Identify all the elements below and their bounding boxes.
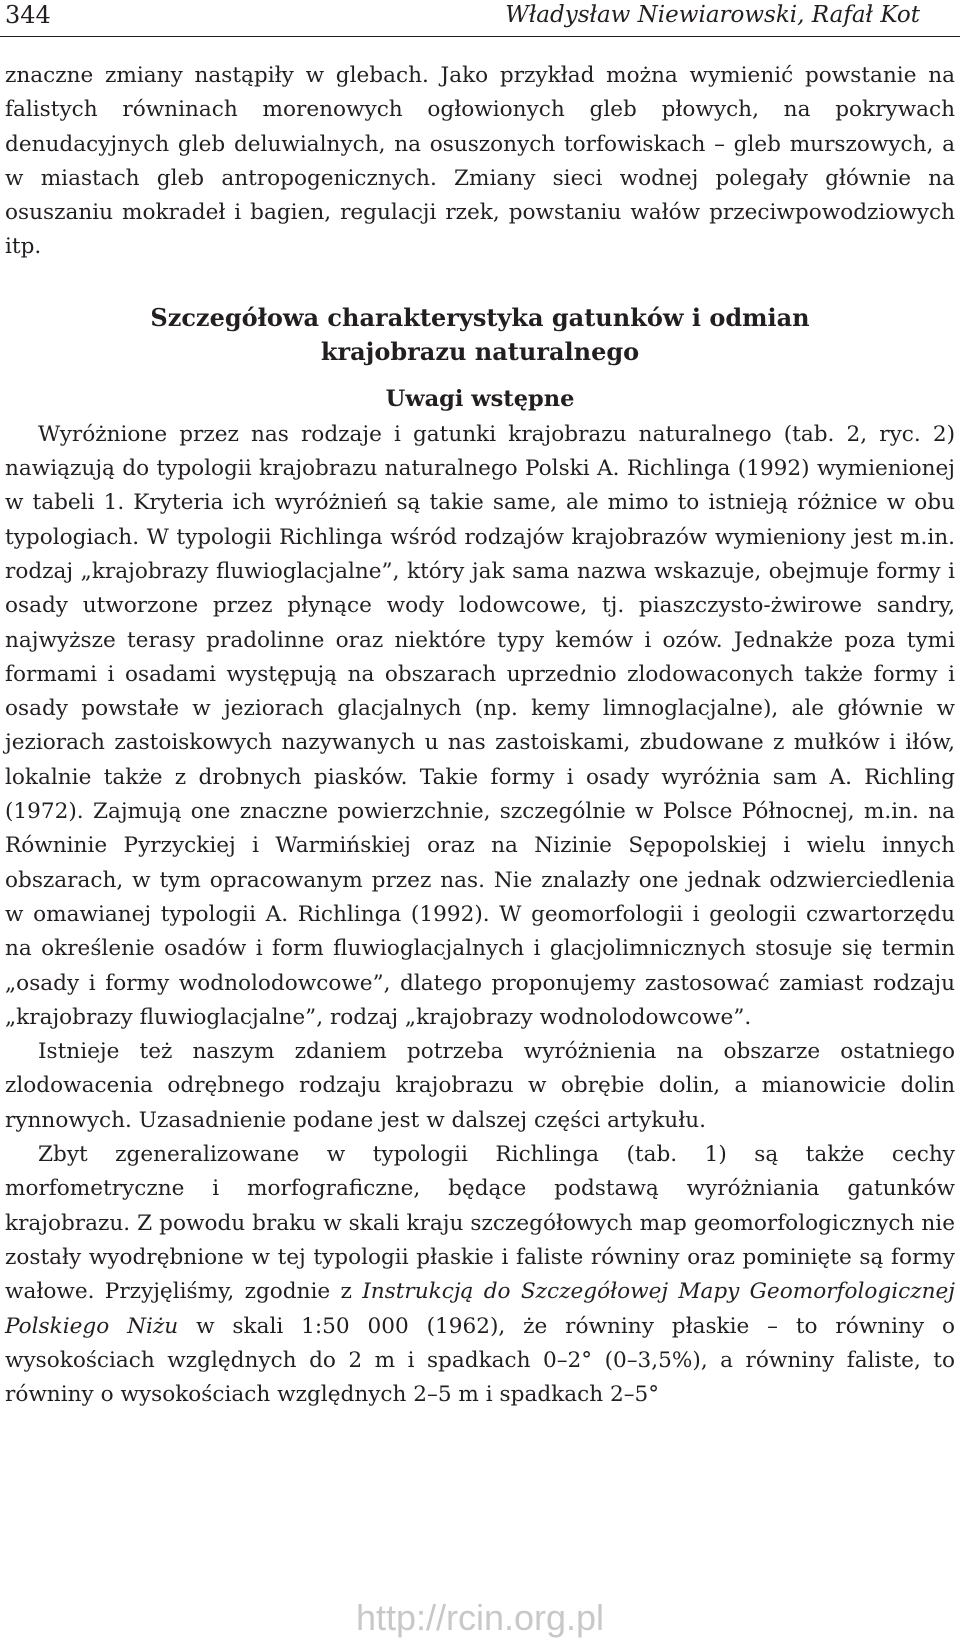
section-title-line-1: Szczegółowa charakterystyka gatunków i odmian <box>150 302 810 332</box>
paragraph-3: Istnieje też naszym zdaniem potrzeba wyróżnienia na obszarze ostatniego zlodowacenia odrębnego rodzaju krajobrazu w obrębie dolin, a mianowicie dolin rynnowych. Uzasadnienie podane jest w dalszej części artykułu. <box>5 1039 955 1133</box>
running-title: Władysław Niewiarowski, Rafał Kot <box>505 2 920 28</box>
subsection-title: Uwagi wstępne <box>385 385 575 412</box>
section-title-line-2: krajobrazu naturalnego <box>320 336 640 366</box>
section-title <box>5 301 955 369</box>
paragraph-4-text-b: w skali 1:50 000 (1962), że równiny płaskie – to równiny o wysokościach względnych do 2 m i spadkach 0–2° (0–3,5%), a równiny faliste, to równiny o wysokościach względnych 2–5 m i spadkach 2–5° <box>5 1313 956 1408</box>
running-head <box>0 0 960 37</box>
paragraph-1: znaczne zmiany nastąpiły w glebach. Jako przykład można wymienić powstanie na falistych równinach morenowych ogłowionych gleb płowych, na pokrywach denudacyjnych gleb deluwialnych, na osuszonych torfowiskach – gleb murszowych, a w miastach gleb antropogenicznych. Zmiany sieci wodnej polegały głównie na osuszaniu mokradeł i bagien, regulacji rzek, powstaniu wałów przeciwpowodziowych itp. <box>5 63 955 260</box>
paragraph-2: Wyróżnione przez nas rodzaje i gatunki krajobrazu naturalnego (tab. 2, ryc. 2) nawiązują do typologii krajobrazu naturalnego Polski A. Richlinga (1992) wymienionej w tabeli 1. Kryteria ich wyróżnień są takie same, ale mimo to istnieją różnice w obu typologiach. W typologii Richlinga wśród rodzajów krajobrazów wymieniony jest m.in. rodzaj „krajobrazy fluwioglacjalne”, który jak sama nazwa wskazuje, obejmuje formy i osady utworzone przez płynące wody lodowcowe, tj. piaszczysto-żwirowe sandry, najwyższe terasy pradolinne oraz niektóre typy kemów i ozów. Jednakże poza tymi formami i osadami występują na obszarach uprzednio zlodowaconych także formy i osady powstałe w jeziorach glacjalnych (np. kemy limnoglacjalne), ale głównie w jeziorach zastoiskowych nazywanych u nas zastoiskami, zbudowane z mułków i iłów, lokalnie także z drobnych piasków. Takie formy i osady wyróżnia sam A. Richling (1972). Zajmują one znaczne powierzchnie, szczególnie w Polsce Północnej, m.in. na Równinie Pyrzyckiej i Warmińskiej oraz na Nizinie Sępopolskiej i wielu innych obszarach, w tym opracowanym przez nas. Nie znalazły one jednak odzwierciedlenia w omawianej typologii A. Richlinga (1992). W geomorfologii i geologii czwartorzędu na określenie osadów i form fluwioglacjalnych i glacjolimnicznych stosuje się termin „osady i formy wodnolodowcowe”, dlatego proponujemy zastosować zamiast rodzaju „krajobrazy fluwioglacjalne”, rodzaj „krajobrazy wodnolodowcowe”. <box>5 421 955 1030</box>
footer-url-watermark: http://rcin.org.pl <box>355 1597 605 1638</box>
page-number: 344 <box>5 1 51 29</box>
paragraph-4 <box>5 1138 955 1412</box>
article-body <box>5 59 955 1412</box>
paragraph-4-text-a: Zbyt zgeneralizowane w typologii Richlinga (tab. 1) są także cechy morfometryczne i morfograficzne, będące podstawą wyróżniania gatunków krajobrazu. Z powodu braku w skali kraju szczegółowych map geomorfologicznych nie zostały wyodrębnione w tej typologii płaskie i faliste równiny oraz pominięte są formy wałowe. Przyjęliśmy, zgodnie z <box>5 1142 955 1305</box>
instruction-title: Instrukcją do Szczegółowej Mapy Geomorfologicznej Polskiego Niżu <box>5 1279 955 1339</box>
